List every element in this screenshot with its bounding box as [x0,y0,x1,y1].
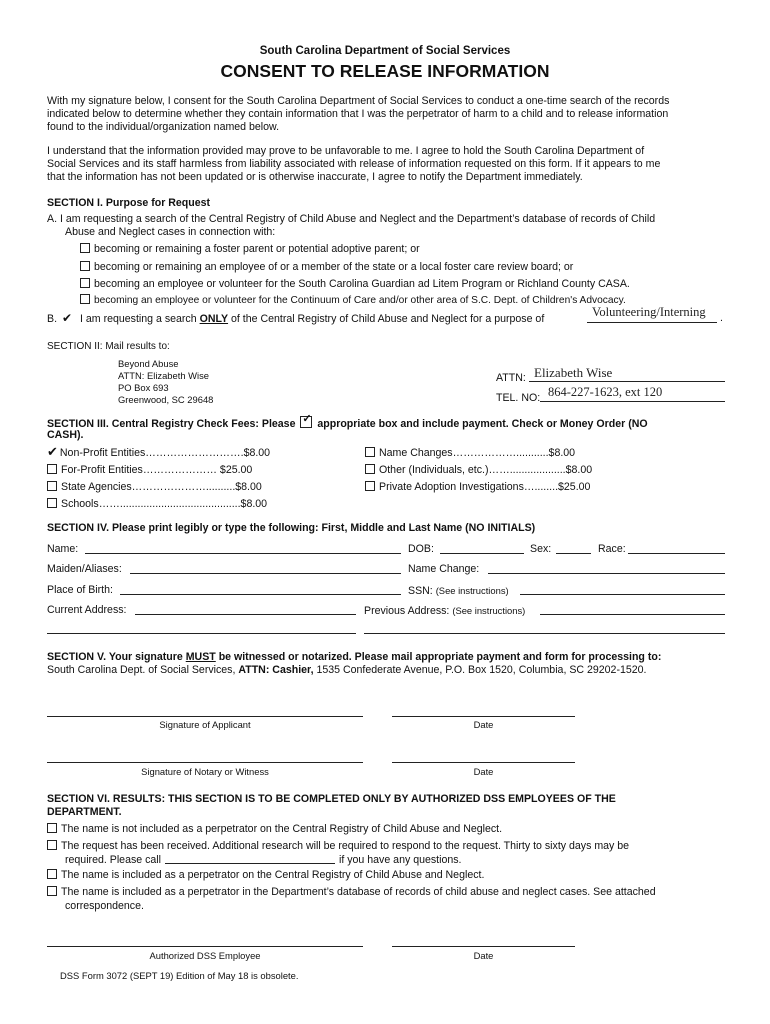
current-address-label: Current Address: [47,604,127,616]
section3-heading: SECTION III. Central Registry Check Fees: Please ✓ appropriate box and include payment. Check or Money Order (NO [47,413,648,430]
section4-heading: SECTION IV. Please print legibly or type the following: First, Middle and Last Name (NO INITIALS) [47,522,536,534]
attn-input[interactable]: Elizabeth Wise [534,365,613,380]
option-continuum-of-care[interactable]: becoming an employee or volunteer for the Continuum of Care and/or other area of S.C. Dept. of Children's Advocacy. [80,294,626,307]
option-guardian-ad-litem[interactable]: becoming an employee or volunteer for the South Carolina Guardian ad Litem Program or Richland County CASA. [80,278,630,291]
checkbox-icon[interactable] [365,447,375,457]
previous-address-label: Previous Address: (See instructions) [364,605,526,617]
intro-paragraph-1: With my signature below, I consent for the South Carolina Department of Social Services to conduct a one-time search of the records indicated below to determine whether they contain information that I was the perpetrator of harm to a child and to release information found to the individual/organization named below. [47,95,670,133]
fees-right-column [365,445,592,496]
name-field[interactable] [85,553,401,554]
sex-label: Sex: [530,543,552,555]
option-review-board[interactable]: becoming or remaining an employee of or a member of the state or a local foster care review board; or [80,261,573,274]
applicant-signature-field[interactable] [47,716,363,717]
checkbox-icon[interactable] [47,823,57,833]
notary-date-label: Date [473,766,494,777]
result-more-research-line2: required. Please call if you have any questions. [65,854,462,866]
race-field[interactable] [628,553,725,554]
checkbox-icon[interactable] [80,294,90,304]
section5-heading: SECTION V. Your signature MUST be witnessed or notarized. Please mail appropriate payment and form for processing to: [47,651,662,663]
period: . [720,312,723,324]
checkbox-icon[interactable] [47,498,57,508]
checkbox-icon[interactable] [47,481,57,491]
pob-label: Place of Birth: [47,584,113,596]
checkbox-icon[interactable] [47,840,57,850]
section1-heading: SECTION I. Purpose for Request [47,197,211,209]
name-label: Name: [47,543,79,555]
fee-other[interactable]: Other (Individuals, etc.)……...................$8.00 [365,462,592,479]
previous-address-field-line2[interactable] [364,633,725,634]
section6-heading: SECTION VI. RESULTS: THIS SECTION IS TO BE COMPLETED ONLY BY AUTHORIZED DSS EMPLOYEES OF THE [47,793,616,805]
checkbox-icon[interactable] [80,278,90,288]
name-change-field[interactable] [488,573,725,574]
section2-heading: SECTION II: Mail results to: [47,341,170,352]
dob-label: DOB: [408,543,434,555]
fee-schools[interactable]: Schools…….........................................$8.00 [47,496,270,513]
result-included-database[interactable]: The name is included as a perpetrator in the Department’s database of records of child abuse and neglect cases. See attached [47,886,656,899]
result-not-included[interactable]: The name is not included as a perpetrator on the Central Registry of Child Abuse and Neglect. [47,823,502,836]
fees-left-column [47,445,270,513]
section5-mail-address: South Carolina Dept. of Social Services, ATTN: Cashier, 1535 Confederate Avenue, P.O. Box 1520, Columbia, SC 29202-1520. [47,664,647,676]
dss-date-field[interactable] [392,946,575,947]
attn-underline [529,381,725,382]
checkbox-icon[interactable] [80,261,90,271]
name-change-label: Name Change: [408,563,480,575]
fee-non-profit[interactable]: ✔ Non-Profit Entities……………………….$8.00 [47,444,271,459]
fee-for-profit[interactable]: For-Profit Entities………………… $25.00 [47,462,270,479]
section6-heading-line2: DEPARTMENT. [47,806,122,818]
checkbox-icon[interactable] [47,464,57,474]
notary-signature-label: Signature of Notary or Witness [141,766,269,777]
result-included-registry[interactable]: The name is included as a perpetrator on the Central Registry of Child Abuse and Neglect. [47,869,484,882]
checkmark-icon[interactable]: ✔ [61,311,73,325]
checkbox-icon[interactable] [80,243,90,253]
dss-date-label: Date [473,950,494,961]
attn-label: ATTN: [496,372,526,384]
checkmark-icon[interactable]: ✔ [47,444,58,459]
form-title: CONSENT TO RELEASE INFORMATION [220,61,550,81]
check-box-icon: ✓ [300,416,312,428]
dob-field[interactable] [440,553,524,554]
previous-address-field[interactable] [540,614,725,615]
pob-field[interactable] [120,594,401,595]
applicant-signature-label: Signature of Applicant [159,719,251,730]
applicant-date-label: Date [473,719,494,730]
option-foster-parent[interactable]: becoming or remaining a foster parent or potential adoptive parent; or [80,243,420,256]
dss-employee-field[interactable] [47,946,363,947]
section1-b-row: B. ✔ I am requesting a search ONLY of the Central Registry of Child Abuse and Neglect for a purpose of [47,311,545,325]
fee-state-agencies[interactable]: State Agencies…………………..........$8.00 [47,479,270,496]
checkbox-icon[interactable] [47,869,57,879]
intro-paragraph-2: I understand that the information provided may prove to be unfavorable to me. I agree to hold the South Carolina Department of Social Services and its staff harmless from liability associated with release of information requested on this form. If it appears to me that the information has not been updated or is otherwise inaccurate, I agree to notify the Department immediately. [47,145,661,183]
sex-field[interactable] [556,553,591,554]
dss-employee-label: Authorized DSS Employee [149,950,261,961]
section1-a-line2: Abuse and Neglect cases in connection with: [65,226,276,238]
fee-private-adoption[interactable]: Private Adoption Investigations…........$25.00 [365,479,592,496]
form-id: DSS Form 3072 (SEPT 19) Edition of May 18 is obsolete. [60,970,299,981]
current-address-field[interactable] [135,614,356,615]
section1-a-line1: A. I am requesting a search of the Central Registry of Child Abuse and Neglect and the Department’s database of records of Child [47,213,656,225]
result-more-research[interactable]: The request has been received. Additional research will be required to respond to the request. Thirty to sixty days may be [47,840,629,853]
checkbox-icon[interactable] [365,481,375,491]
mail-address-block: Beyond Abuse ATTN: Elizabeth Wise PO Box 693 Greenwood, SC 29648 [118,358,214,405]
fee-name-changes[interactable]: Name Changes………………...........$8.00 [365,445,592,462]
maiden-field[interactable] [130,573,401,574]
phone-field[interactable] [165,853,335,864]
checkbox-icon[interactable] [47,886,57,896]
current-address-field-line2[interactable] [47,633,356,634]
agency-name: South Carolina Department of Social Services [259,45,511,57]
notary-signature-field[interactable] [47,762,363,763]
applicant-date-field[interactable] [392,716,575,717]
section3-heading-line2: CASH). [47,429,84,441]
ssn-label: SSN: (See instructions) [408,585,509,597]
purpose-underline [587,322,717,323]
tel-input[interactable]: 864-227-1623, ext 120 [548,385,663,399]
notary-date-field[interactable] [392,762,575,763]
tel-underline [540,401,725,402]
tel-label: TEL. NO: [496,392,541,404]
race-label: Race: [598,543,626,555]
purpose-input[interactable]: Volunteering/Interning [592,305,706,319]
result-included-database-line2: correspondence. [65,900,144,912]
ssn-field[interactable] [520,594,725,595]
checkbox-icon[interactable] [365,464,375,474]
maiden-label: Maiden/Aliases: [47,563,122,575]
